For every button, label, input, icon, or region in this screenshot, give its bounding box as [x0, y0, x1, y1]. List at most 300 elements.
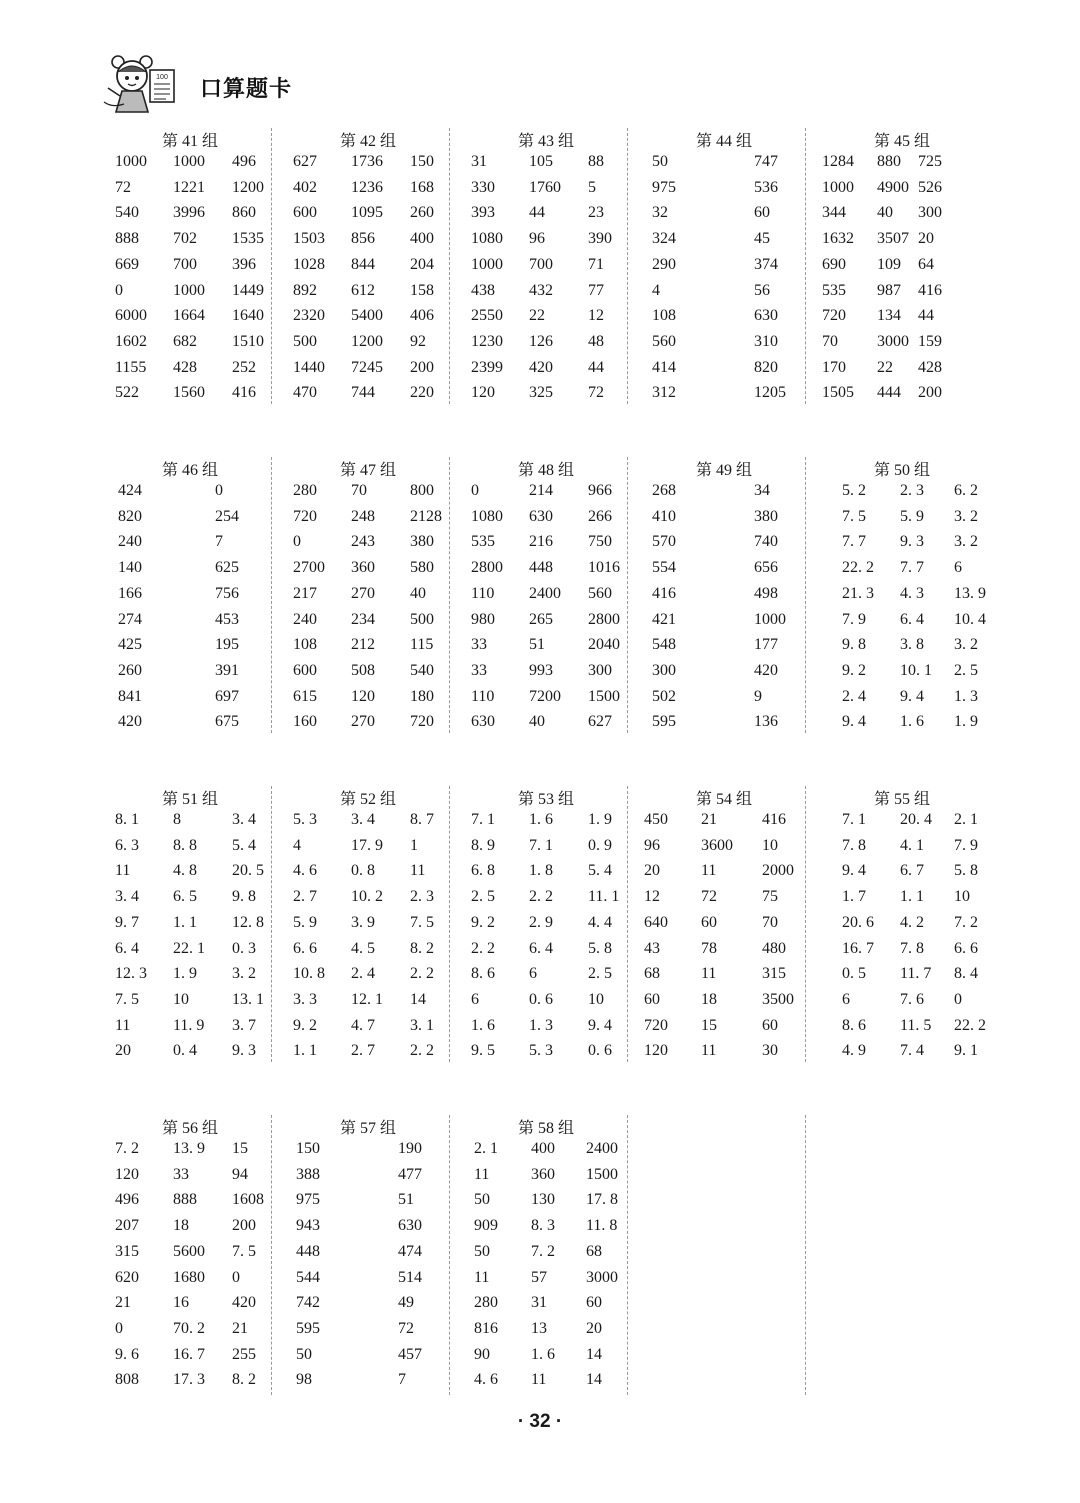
answer-value: 44 — [529, 204, 545, 222]
answer-value: 70 — [351, 482, 367, 499]
answer-value: 5. 9 — [900, 507, 924, 525]
answer-row — [288, 282, 448, 308]
answer-value: 540 — [410, 661, 434, 679]
answer-value: 5. 9 — [293, 913, 317, 931]
answer-row — [644, 713, 804, 739]
answer-value: 300 — [588, 661, 612, 679]
answer-value: 214 — [529, 482, 553, 499]
group-title: 第 56 组 — [161, 1120, 218, 1137]
answer-row — [110, 359, 270, 385]
answer-value: 747 — [754, 153, 778, 170]
answer-value: 168 — [410, 178, 434, 196]
answer-value: 6 — [471, 990, 479, 1008]
answer-row — [644, 204, 804, 230]
answer-value: 380 — [410, 533, 434, 551]
answer-value: 0. 4 — [173, 1042, 197, 1060]
answer-row — [466, 940, 626, 966]
answer-row — [110, 585, 270, 611]
answer-value: 5600 — [173, 1242, 205, 1260]
answer-value: 477 — [398, 1165, 422, 1183]
answer-row — [822, 965, 982, 991]
answer-value: 1. 3 — [529, 1016, 553, 1034]
answer-value: 43 — [644, 939, 660, 957]
answer-value: 820 — [754, 358, 778, 376]
answer-row — [110, 811, 270, 837]
answer-row — [110, 1243, 270, 1269]
answer-value: 400 — [410, 230, 434, 248]
answer-row — [110, 837, 270, 863]
answer-value: 315 — [115, 1242, 139, 1260]
answer-value: 1000 — [822, 178, 854, 196]
answer-value: 3000 — [877, 332, 909, 350]
answer-value: 6. 6 — [293, 939, 317, 957]
column-divider — [449, 457, 450, 733]
answer-value: 700 — [173, 255, 197, 273]
answer-row — [110, 508, 270, 534]
answer-value: 300 — [918, 204, 942, 222]
answer-value: 18 — [173, 1217, 189, 1235]
answer-row — [822, 230, 982, 256]
group-title: 第 53 组 — [517, 791, 574, 808]
answer-value: 2. 5 — [954, 661, 978, 679]
answer-value: 682 — [173, 332, 197, 350]
answer-value: 7. 5 — [232, 1242, 256, 1260]
answer-value: 9. 3 — [900, 533, 924, 551]
exercise-group — [822, 786, 986, 1071]
answer-value: 6. 4 — [529, 939, 553, 957]
answer-row — [822, 688, 982, 714]
answer-row — [288, 940, 448, 966]
answer-value: 630 — [529, 507, 553, 525]
answer-value: 310 — [754, 332, 778, 350]
answer-value: 9. 7 — [115, 913, 139, 931]
answer-value: 11 — [474, 1268, 490, 1286]
answer-value: 750 — [588, 533, 612, 551]
answer-value: 150 — [296, 1140, 320, 1157]
answer-value: 2320 — [293, 307, 325, 325]
exercise-group — [288, 1115, 448, 1400]
answer-row — [822, 508, 982, 534]
exercise-group — [110, 128, 270, 413]
answer-value: 10. 8 — [293, 965, 325, 983]
answer-row — [110, 1042, 270, 1068]
answer-value: 12. 8 — [232, 913, 264, 931]
answer-value: 56 — [754, 281, 770, 299]
answer-value: 50 — [296, 1345, 312, 1363]
answer-value: 1155 — [115, 358, 147, 376]
answer-row — [644, 940, 804, 966]
answer-value: 120 — [471, 384, 495, 402]
answer-value: 11 — [115, 862, 131, 880]
answer-value: 6. 6 — [954, 939, 978, 957]
answer-value: 10. 4 — [954, 610, 986, 628]
answer-value: 315 — [762, 965, 786, 983]
answer-value: 10. 2 — [351, 888, 383, 906]
answer-value: 420 — [118, 713, 142, 731]
answer-value: 8. 6 — [842, 1016, 866, 1034]
answer-value: 12. 1 — [351, 990, 383, 1008]
answer-row — [822, 204, 982, 230]
group-title: 第 45 组 — [873, 133, 930, 150]
answer-row — [644, 153, 804, 179]
answer-value: 1000 — [754, 610, 786, 628]
answer-row — [110, 965, 270, 991]
answer-value: 4 — [652, 281, 660, 299]
answer-value: 6. 7 — [900, 862, 924, 880]
answer-value: 3. 9 — [351, 913, 375, 931]
answer-value: 3. 3 — [293, 990, 317, 1008]
answer-row — [466, 1346, 626, 1372]
answer-value: 625 — [215, 559, 239, 577]
answer-row — [288, 1320, 448, 1346]
answer-value: 720 — [410, 713, 434, 731]
answer-value: 20 — [586, 1319, 602, 1337]
answer-value: 416 — [918, 281, 942, 299]
answer-value: 2. 4 — [351, 965, 375, 983]
answer-value: 7. 7 — [842, 533, 866, 551]
answer-row — [644, 965, 804, 991]
answer-value: 22. 2 — [842, 559, 874, 577]
exercise-group — [822, 128, 982, 413]
answer-value: 64 — [918, 255, 934, 273]
answer-value: 993 — [529, 661, 553, 679]
answer-value: 9. 2 — [842, 661, 866, 679]
answer-row — [466, 307, 626, 333]
answer-value: 2. 2 — [410, 1042, 434, 1060]
answer-value: 360 — [351, 559, 375, 577]
answer-value: 1. 1 — [293, 1042, 317, 1060]
answer-row — [288, 636, 448, 662]
exercise-group — [822, 457, 986, 742]
answer-row — [466, 1217, 626, 1243]
answer-value: 2800 — [471, 559, 503, 577]
answer-value: 432 — [529, 281, 553, 299]
answer-row — [110, 384, 270, 410]
answer-value: 260 — [118, 661, 142, 679]
answer-value: 360 — [531, 1165, 555, 1183]
answer-value: 30 — [762, 1042, 778, 1060]
answer-value: 212 — [351, 636, 375, 654]
answer-value: 1. 3 — [954, 687, 978, 705]
answer-value: 1608 — [232, 1191, 264, 1209]
answer-value: 535 — [822, 281, 846, 299]
answer-value: 500 — [410, 610, 434, 628]
answer-value: 12. 3 — [115, 965, 147, 983]
answer-value: 856 — [351, 230, 375, 248]
answer-value: 580 — [410, 559, 434, 577]
answer-row — [110, 1269, 270, 1295]
answer-value: 690 — [822, 255, 846, 273]
group-title: 第 54 组 — [695, 791, 752, 808]
answer-value: 612 — [351, 281, 375, 299]
answer-value: 7245 — [351, 358, 383, 376]
answer-value: 2800 — [588, 610, 620, 628]
answer-value: 5. 4 — [232, 836, 256, 854]
answer-value: 17. 3 — [173, 1371, 205, 1389]
answer-value: 470 — [293, 384, 317, 402]
answer-value: 9. 4 — [842, 862, 866, 880]
exercise-group — [644, 128, 804, 413]
answer-row — [822, 256, 982, 282]
answer-row — [822, 1042, 982, 1068]
answer-value: 2000 — [762, 862, 794, 880]
answer-value: 2400 — [586, 1140, 618, 1157]
group-title: 第 42 组 — [339, 133, 396, 150]
answer-row — [110, 307, 270, 333]
answer-row — [288, 1269, 448, 1295]
answer-row — [466, 1320, 626, 1346]
answer-value: 2550 — [471, 307, 503, 325]
answer-row — [822, 559, 982, 585]
answer-value: 8. 3 — [531, 1217, 555, 1235]
answer-value: 22 — [529, 307, 545, 325]
answer-value: 11. 5 — [900, 1016, 932, 1034]
answer-value: 22. 1 — [173, 939, 205, 957]
answer-row — [288, 333, 448, 359]
answer-value: 396 — [232, 255, 256, 273]
answer-value: 9. 4 — [588, 1016, 612, 1034]
answer-value: 2399 — [471, 358, 503, 376]
answer-row — [288, 533, 448, 559]
answer-value: 9. 8 — [232, 888, 256, 906]
answer-value: 536 — [754, 178, 778, 196]
group-title: 第 41 组 — [161, 133, 218, 150]
answer-row — [466, 1294, 626, 1320]
answer-value: 9. 4 — [900, 687, 924, 705]
answer-value: 1602 — [115, 332, 147, 350]
answer-row — [822, 1016, 986, 1043]
answer-value: 414 — [652, 358, 676, 376]
answer-value: 70 — [762, 913, 778, 931]
answer-value: 96 — [644, 836, 660, 854]
answer-row — [288, 1243, 448, 1269]
answer-value: 2. 2 — [410, 965, 434, 983]
answer-value: 1680 — [173, 1268, 205, 1286]
answer-row — [288, 256, 448, 282]
answer-value: 13. 9 — [173, 1140, 205, 1157]
answer-value: 2. 3 — [410, 888, 434, 906]
answer-value: 94 — [232, 1165, 248, 1183]
answer-value: 136 — [754, 713, 778, 731]
answer-row — [466, 333, 626, 359]
answer-value: 0 — [232, 1268, 240, 1286]
answer-value: 453 — [215, 610, 239, 628]
answer-value: 12 — [588, 307, 604, 325]
answer-value: 7 — [398, 1371, 406, 1389]
answer-row — [466, 1140, 626, 1166]
answer-value: 13. 9 — [954, 584, 986, 602]
answer-value: 17. 9 — [351, 836, 383, 854]
answer-value: 5. 8 — [588, 939, 612, 957]
answer-row — [644, 559, 804, 585]
answer-row — [288, 585, 448, 611]
answer-row — [288, 359, 448, 385]
answer-value: 522 — [115, 384, 139, 402]
answer-value: 13 — [531, 1319, 547, 1337]
answer-value: 51 — [398, 1191, 414, 1209]
answer-value: 88 — [588, 153, 604, 170]
answer-value: 300 — [652, 661, 676, 679]
answer-value: 72 — [588, 384, 604, 402]
girl-holding-answer-sheet-icon — [100, 52, 180, 120]
answer-value: 90 — [474, 1345, 490, 1363]
column-divider — [627, 786, 628, 1062]
answer-value: 7. 1 — [842, 811, 866, 828]
answer-value: 50 — [652, 153, 668, 170]
answer-value: 428 — [173, 358, 197, 376]
answer-value: 21 — [701, 811, 717, 828]
answer-value: 1205 — [754, 384, 786, 402]
answer-value: 0 — [471, 482, 479, 499]
answer-value: 4. 3 — [900, 584, 924, 602]
answer-value: 380 — [754, 507, 778, 525]
answer-value: 1440 — [293, 358, 325, 376]
answer-row — [822, 811, 982, 837]
answer-value: 11 — [701, 862, 717, 880]
answer-row — [466, 256, 626, 282]
answer-value: 14 — [586, 1345, 602, 1363]
answer-row — [466, 811, 626, 837]
answer-value: 325 — [529, 384, 553, 402]
answer-row — [466, 611, 626, 637]
answer-value: 2. 1 — [474, 1140, 498, 1157]
answer-value: 7. 7 — [900, 559, 924, 577]
answer-value: 6. 5 — [173, 888, 197, 906]
answer-value: 10. 1 — [900, 661, 932, 679]
answer-value: 600 — [293, 204, 317, 222]
answer-value: 630 — [398, 1217, 422, 1235]
answer-value: 252 — [232, 358, 256, 376]
answer-value: 3. 2 — [232, 965, 256, 983]
answer-row — [644, 611, 804, 637]
answer-value: 1028 — [293, 255, 325, 273]
answer-value: 18 — [701, 990, 717, 1008]
answer-row — [822, 307, 982, 333]
answer-row — [822, 610, 986, 637]
answer-value: 5. 3 — [529, 1042, 553, 1060]
answer-value: 33 — [471, 661, 487, 679]
answer-row — [110, 1017, 270, 1043]
column-divider — [627, 457, 628, 733]
answer-value: 7. 5 — [115, 990, 139, 1008]
answer-value: 14 — [410, 990, 426, 1008]
answer-value: 31 — [531, 1294, 547, 1312]
answer-value: 808 — [115, 1371, 139, 1389]
answer-value: 21 — [115, 1294, 131, 1312]
answer-row — [110, 282, 270, 308]
answer-value: 444 — [877, 384, 901, 402]
answer-row — [822, 333, 982, 359]
answer-value: 110 — [471, 584, 495, 602]
answer-value: 8. 2 — [410, 939, 434, 957]
answer-value: 7. 4 — [900, 1042, 924, 1060]
answer-value: 374 — [754, 255, 778, 273]
answer-row — [822, 482, 982, 508]
answer-row — [644, 1042, 804, 1068]
answer-value: 943 — [296, 1217, 320, 1235]
column-divider — [449, 786, 450, 1062]
answer-value: 120 — [351, 687, 375, 705]
answer-value: 1. 9 — [173, 965, 197, 983]
group-title: 第 43 组 — [517, 133, 574, 150]
answer-value: 140 — [118, 559, 142, 577]
answer-value: 170 — [822, 358, 846, 376]
answer-value: 92 — [410, 332, 426, 350]
answer-value: 6. 4 — [115, 939, 139, 957]
page-header — [100, 52, 500, 120]
sheet-score-text: 100 — [156, 74, 168, 81]
answer-value: 1000 — [115, 153, 147, 170]
answer-value: 627 — [588, 713, 612, 731]
answer-row — [288, 1294, 448, 1320]
answer-value: 7. 6 — [900, 990, 924, 1008]
answer-value: 3. 2 — [954, 636, 978, 654]
answer-row — [644, 585, 804, 611]
answer-row — [288, 713, 448, 739]
answer-row — [288, 1346, 448, 1372]
answer-value: 675 — [215, 713, 239, 731]
answer-row — [644, 837, 804, 863]
answer-row — [822, 359, 982, 385]
answer-value: 627 — [293, 153, 317, 170]
answer-value: 1. 9 — [954, 713, 978, 731]
answer-value: 4. 7 — [351, 1016, 375, 1034]
answer-value: 266 — [588, 507, 612, 525]
answer-value: 720 — [822, 307, 846, 325]
answer-value: 68 — [644, 965, 660, 983]
answer-value: 702 — [173, 230, 197, 248]
answer-value: 11. 7 — [900, 965, 932, 983]
answer-value: 1632 — [822, 230, 854, 248]
answer-value: 1500 — [586, 1165, 618, 1183]
answer-value: 544 — [296, 1268, 320, 1286]
exercise-group — [466, 457, 626, 742]
group-title: 第 58 组 — [517, 1120, 574, 1137]
answer-row — [466, 1017, 626, 1043]
answer-value: 500 — [293, 332, 317, 350]
answer-value: 1640 — [232, 307, 264, 325]
answer-value: 11 — [701, 1042, 717, 1060]
answer-value: 7. 1 — [529, 836, 553, 854]
answer-value: 3. 1 — [410, 1016, 434, 1034]
answer-value: 620 — [115, 1268, 139, 1286]
answer-value: 428 — [918, 358, 942, 376]
answer-row — [110, 482, 270, 508]
answer-value: 1664 — [173, 307, 205, 325]
answer-value: 975 — [296, 1191, 320, 1209]
answer-value: 255 — [232, 1345, 256, 1363]
answer-value: 2040 — [588, 636, 620, 654]
answer-value: 480 — [762, 939, 786, 957]
answer-value: 75 — [762, 888, 778, 906]
group-title: 第 48 组 — [517, 462, 574, 479]
answer-value: 33 — [173, 1165, 189, 1183]
answer-value: 570 — [652, 533, 676, 551]
answer-value: 1500 — [588, 687, 620, 705]
answer-value: 514 — [398, 1268, 422, 1286]
answer-row — [644, 482, 804, 508]
answer-value: 4. 2 — [900, 913, 924, 931]
answer-value: 50 — [474, 1191, 490, 1209]
answer-value: 9. 6 — [115, 1345, 139, 1363]
answer-value: 406 — [410, 307, 434, 325]
answer-value: 725 — [918, 153, 942, 170]
answer-row — [288, 559, 448, 585]
answer-row — [644, 862, 804, 888]
answer-value: 10 — [173, 990, 189, 1008]
answer-row — [466, 636, 626, 662]
answer-value: 1. 1 — [900, 888, 924, 906]
